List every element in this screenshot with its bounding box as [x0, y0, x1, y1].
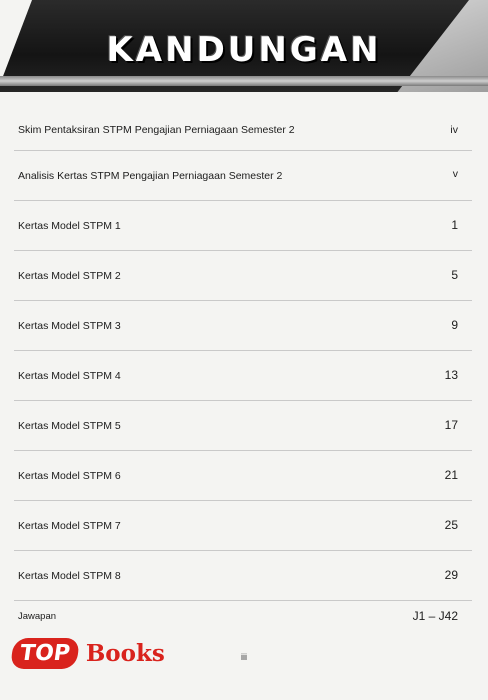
toc-row[interactable] [14, 451, 472, 501]
toc-row[interactable] [14, 301, 472, 351]
toc-row-label: Kertas Model STPM 4 [18, 370, 121, 382]
toc-row[interactable] [14, 401, 472, 451]
toc-row-page: iv [450, 124, 458, 136]
toc-row[interactable] [14, 501, 472, 551]
toc-row-label: Kertas Model STPM 7 [18, 520, 121, 532]
toc-row-label: Kertas Model STPM 2 [18, 270, 121, 282]
toc-row-label: Jawapan [18, 611, 57, 622]
toc-row-label: Kertas Model STPM 1 [18, 220, 121, 232]
toc-row[interactable] [14, 104, 472, 151]
toc-row-page: 25 [444, 518, 458, 532]
toc-row[interactable] [14, 351, 472, 401]
toc-row[interactable] [14, 251, 472, 301]
table-of-contents [14, 104, 472, 641]
toc-row-page: 17 [444, 418, 458, 432]
toc-row-page: 21 [444, 468, 458, 482]
logo-top-badge: TOP [10, 638, 80, 669]
toc-row-label: Kertas Model STPM 8 [18, 570, 121, 582]
toc-row-page: 13 [444, 368, 458, 382]
logo-books-text: Books [85, 639, 165, 667]
header-silver-strip [0, 76, 488, 86]
toc-row-label: Skim Pentaksiran STPM Pengajian Perniagaan Semester 2 [18, 124, 295, 136]
toc-row-page: v [452, 168, 458, 180]
toc-row-page: 5 [451, 268, 458, 282]
page-number: iii [241, 652, 247, 662]
toc-row-page: J1 – J42 [412, 609, 458, 623]
toc-row-label: Kertas Model STPM 3 [18, 320, 121, 332]
toc-row-page: 9 [451, 318, 458, 332]
toc-row-label: Analisis Kertas STPM Pengajian Perniagaan Semester 2 [18, 170, 283, 182]
toc-row-page: 1 [451, 218, 458, 232]
toc-row[interactable] [14, 151, 472, 201]
toc-row-label: Kertas Model STPM 6 [18, 470, 121, 482]
toc-row-label: Kertas Model STPM 5 [18, 420, 121, 432]
header-band [0, 0, 488, 92]
toc-row[interactable] [14, 201, 472, 251]
toc-row[interactable] [14, 551, 472, 601]
toc-row-page: 29 [444, 568, 458, 582]
page-title: KANDUNGAN [106, 30, 382, 70]
